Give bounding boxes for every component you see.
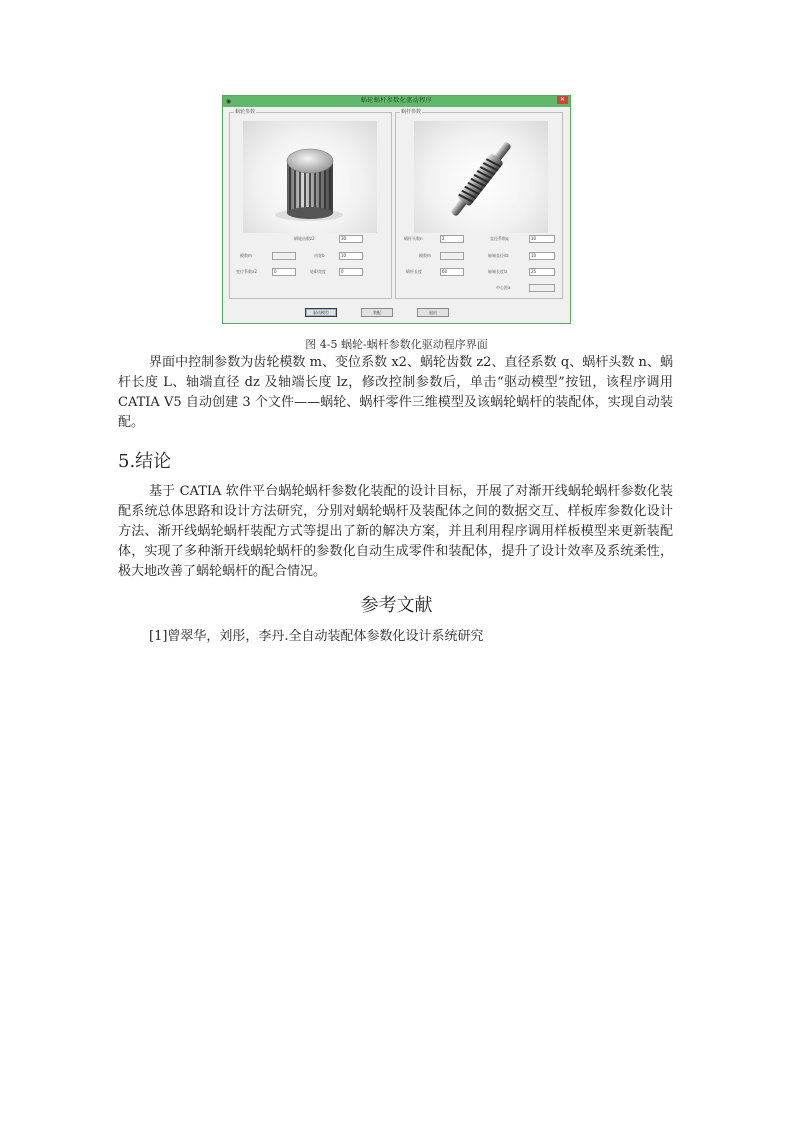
diameter-factor-label: 直径系数q [490,236,509,241]
gear-module-label: 模数m [240,253,252,258]
hub-width-label: 轮毂宽度 [310,269,326,274]
figure-caption: 图 4-5 蜗轮-蜗杆参数化驱动程序界面 [305,338,488,351]
worm-gear-model-image [243,121,377,233]
shaft-diameter-input[interactable]: 10 [529,252,555,260]
worm-model-image [414,121,548,233]
gear-shift-label: 变位系数x2 [236,269,257,274]
drive-model-button[interactable]: 驱动模型 [305,308,337,317]
close-icon[interactable]: ✕ [557,96,568,104]
center-distance-label: 中心距a [496,285,511,290]
gear-shift-input[interactable]: 0 [272,268,296,276]
worm-module-input[interactable] [440,252,464,260]
worm-module-label: 模数m [419,253,431,258]
worm-length-label: 蜗杆长度 [406,269,422,274]
shaft-diameter-label: 轴端直径dz [488,253,509,258]
paragraph-interface-description: 界面中控制参数为齿轮模数 m、变位系数 x2、蜗轮齿数 z2、直径系数 q、蜗杆头数 n、蜗杆长度 L、轴端直径 dz 及轴端长度 lz，修改控制参数后，单击“驱动模型”按钮，该程序调用 CATIA V5 自动创建 3 个文件——蜗轮、蜗杆零件三维模型及该蜗轮蜗杆的装配体，实现自动装配。 [118,355,673,430]
shaft-length-label: 轴端长度lz [488,269,508,274]
worm-starts-label: 蜗杆头数n [404,236,423,241]
gear-width-input[interactable]: 10 [339,252,363,260]
gear-module-input[interactable] [272,252,296,260]
worm-gear-preview [243,121,377,233]
hub-width-input[interactable]: 0 [339,268,363,276]
exit-button[interactable]: 退出 [417,308,449,317]
shaft-length-input[interactable]: 25 [529,268,555,276]
app-icon: ◉ [226,98,232,105]
worm-length-input[interactable]: 60 [440,268,464,276]
diameter-factor-input[interactable]: 10 [529,235,555,243]
worm-gear-group-caption: 蜗轮参数 [235,109,256,115]
gear-width-label: 齿宽b [314,253,325,258]
worm-group-caption: 蜗杆参数 [401,109,422,115]
dialog-title: 蜗轮蜗杆参数化驱动程序 [360,97,433,104]
worm-group [395,109,563,299]
section-heading-conclusion: 5.结论 [118,451,172,472]
gear-teeth-input[interactable]: 30 [339,235,363,243]
references-heading: 参考文献 [360,595,433,616]
gear-teeth-label: 蜗轮齿数z2 [294,236,315,241]
assembly-button[interactable]: 装配 [361,308,393,317]
worm-starts-input[interactable]: 2 [440,235,464,243]
program-dialog-figure [222,95,571,324]
center-distance-input[interactable] [529,284,555,292]
paragraph-conclusion: 基于 CATIA 软件平台蜗轮蜗杆参数化装配的设计目标，开展了对渐开线蜗轮蜗杆参数化装配系统总体思路和设计方法研究，分别对蜗轮蜗杆及装配体之间的数据交互、样板库参数化设计方法、渐开线蜗轮蜗杆装配方式等提出了新的解决方案，并且利用程序调用样板模型来更新装配体，实现了多种渐开线蜗轮蜗杆的参数化自动生成零件和装配体，提升了设计效率及系统柔性，极大地改善了蜗轮蜗杆的配合情况。 [118,484,673,579]
worm-preview [414,121,548,233]
reference-item: [1]曾翠华，刘彤，李丹.全自动装配体参数化设计系统研究 [149,629,484,644]
worm-gear-group [229,109,392,299]
dialog-titlebar [223,96,570,107]
